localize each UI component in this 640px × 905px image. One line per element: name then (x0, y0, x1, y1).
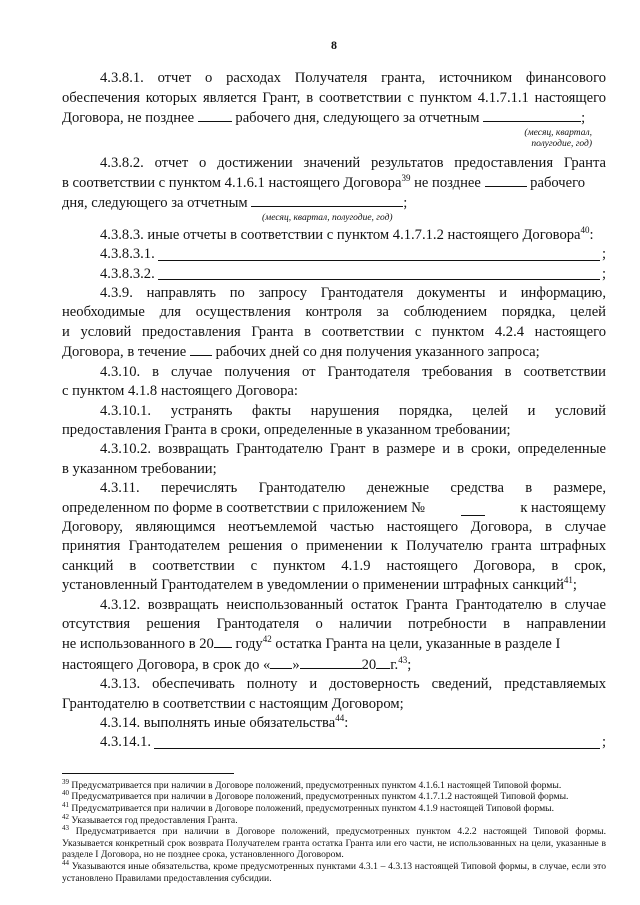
item-label: 4.3.8.3.2. (100, 265, 155, 282)
text-fragment: установленный Грантодателем в уведомлении о применении штрафных санкций (62, 577, 564, 594)
blank-report-line[interactable] (158, 260, 600, 261)
clause-line (62, 499, 606, 518)
footnote-number: 39 (62, 777, 69, 786)
blank-day[interactable] (270, 655, 292, 669)
clause-4-3-11 (62, 479, 606, 595)
blank-report-line[interactable] (158, 279, 600, 280)
hint-line: (месяц, квартал, (524, 127, 592, 138)
text-fragment: ; (407, 656, 412, 673)
clause-4-3-12 (62, 596, 606, 676)
clause-line: в указанном требовании; (62, 460, 217, 477)
footnote (62, 812, 606, 827)
clause-4-3-8-2 (62, 154, 606, 224)
text-fragment: не позднее (410, 175, 481, 192)
text-fragment: к настоящему (520, 499, 606, 516)
clause-line (62, 342, 606, 362)
footnote-text: Предусматривается при наличии в Договоре положений, предусмотренных пунктом 4.1.6.1 настоящей Типовой формы. (71, 779, 562, 791)
clause-line: 4.3.10. в случае получения от Грантодателя требования в соответствии (100, 363, 606, 380)
text-fragment: 20 (361, 656, 377, 673)
footnote-number: 43 (62, 824, 69, 832)
text-fragment: ; (403, 195, 408, 212)
field-hint (62, 128, 592, 150)
blank-year[interactable] (376, 655, 390, 669)
hint-line: полугодие, год) (531, 138, 592, 149)
clause-line (62, 173, 606, 193)
blank-working-days[interactable] (198, 108, 232, 122)
footnotes (62, 777, 606, 884)
text-fragment: ; (581, 110, 586, 127)
clause-line: и условий предоставления Гранта в соответствии с пунктом 4.2.4 настоящего (62, 323, 606, 340)
footnote-ref[interactable]: 41 (563, 575, 573, 586)
clause-line: 4.3.8.1. отчет о расходах Получателя гранта, источником финансового (100, 70, 606, 87)
clause-4-3-14 (62, 714, 606, 733)
clause-line (62, 634, 606, 654)
item-label: 4.3.8.3.1. (100, 246, 155, 263)
clause-line: отсутствия решения Грантодателя о наличии потребности в направлении (62, 615, 606, 632)
clause-4-3-8-3-2 (62, 265, 606, 284)
footnote (62, 826, 606, 861)
clause-4-3-10 (62, 363, 606, 402)
field-hint: (месяц, квартал, полугодие, год) (262, 212, 393, 223)
footnote-text: Предусматривается при наличии в Договоре положений, предусмотренных пунктом 4.1.9 настоящей Типовой формы. (71, 803, 555, 814)
clause-line: санкций в соответствии с пунктом 4.1.9 настоящего Договора, в срок, (62, 557, 606, 574)
blank-month[interactable] (300, 655, 362, 669)
footnote-text: Предусматривается при наличии в Договоре положений, предусмотренных пунктом 4.2.2 настоящей Типовой формы. Указывается конкретный срок возврата Получателем гранта остатка Гранта или его части, не использованных на цели, указанные в разделе I Договора, но не позднее срока, установленного Договором. (62, 826, 606, 861)
footnote-text: Указываются иные обязательства, кроме предусмотренных пунктами 4.3.1 – 4.3.13 настоящей Типовой формы, в случае, если это установлено Правилами предоставления субсидии. (62, 860, 606, 884)
footnote-separator (62, 773, 234, 774)
footnote-number: 44 (62, 858, 69, 867)
clause-4-3-10-2 (62, 440, 606, 479)
clause-line: 4.3.13. обеспечивать полноту и достоверность сведений, представляемых (100, 676, 606, 693)
clause-line: с пунктом 4.1.8 настоящего Договора: (62, 383, 298, 400)
item-label: 4.3.14.1. (100, 734, 152, 751)
blank-reporting-period[interactable] (483, 108, 581, 122)
text-fragment: дня, следующего за отчетным (62, 195, 248, 212)
clause-line (62, 576, 606, 595)
footnote-text: Предусматривается при наличии в Договоре положений, предусмотренных пунктом 4.1.7.1.2 настоящей Типовой формы. (71, 791, 569, 803)
text-fragment: ; (601, 246, 606, 263)
clause-4-3-9 (62, 284, 606, 363)
clause-line: обеспечения которых является Грант, в соответствии с пунктом 4.1.7.1.1 настоящего (62, 89, 606, 106)
clause-line: Грантодателю в соответствии с настоящим Договором; (62, 695, 404, 712)
blank-obligation-line[interactable] (154, 748, 600, 749)
clause-line: предоставления Гранта в сроки, определенные в указанном требовании; (62, 421, 511, 438)
clause-line (62, 193, 606, 213)
clause-line: 4.3.10.1. устранять факты нарушения порядка, целей и условий (100, 402, 606, 419)
footnote-text: Указывается год предоставления Гранта. (71, 814, 238, 826)
text-fragment: в соответствии с пунктом 4.1.6.1 настоящего Договора (62, 175, 402, 192)
text-fragment: Договора, не позднее (62, 110, 195, 127)
clause-4-3-13 (62, 675, 606, 714)
clause-line: Договору, являющимся неотъемлемой частью настоящего Договора, в случае (62, 518, 606, 535)
text-fragment: рабочих дней со дня получения указанного запроса; (215, 344, 540, 361)
footnote (62, 791, 606, 803)
text-fragment: г. (390, 656, 399, 673)
footnote (62, 858, 606, 884)
clause-line: 4.3.8.2. отчет о достижении значений результатов предоставления Гранта (100, 154, 606, 171)
clause-line: 4.3.12. возвращать неиспользованный остаток Гранта Грантодателю в случае (100, 596, 606, 613)
text-fragment: рабочего дня, следующего за отчетным (235, 110, 480, 127)
clause-4-3-8-1 (62, 69, 606, 149)
clause-4-3-8-3-1 (62, 245, 606, 264)
clause-line: 4.3.9. направлять по запросу Грантодателя документы и информацию, (100, 285, 606, 302)
clause-line: принятия Грантодателем решения о применении к Получателю гранта штрафных (62, 538, 606, 555)
blank-working-days[interactable] (485, 173, 527, 187)
page-number: 8 (331, 38, 337, 52)
text-fragment: рабочего (530, 175, 586, 192)
footnote-number: 40 (62, 789, 69, 798)
text-fragment: : (589, 226, 594, 243)
clause-line (62, 655, 606, 675)
text-fragment: 4.3.14. выполнять иные обязательства (100, 715, 336, 731)
text-fragment: 4.3.8.3. иные отчеты в соответствии с пунктом 4.1.7.1.2 настоящего Договора (100, 226, 581, 243)
footnote-number: 41 (62, 800, 69, 809)
text-fragment: : (344, 715, 349, 731)
blank-year[interactable] (214, 634, 232, 648)
text-fragment: настоящего Договора, в срок до « (62, 656, 271, 673)
clause-4-3-10-1 (62, 402, 606, 441)
text-fragment: ; (601, 265, 606, 282)
text-fragment: ; (572, 577, 577, 594)
clause-line: необходимые для осуществления контроля за соблюдением порядка, целей (62, 304, 606, 321)
footnote-ref[interactable]: 39 (401, 173, 411, 184)
text-fragment: ; (601, 734, 606, 751)
text-fragment: определенном по форме в соответствии с приложением № (62, 499, 425, 516)
blank-working-days[interactable] (190, 342, 212, 356)
clause-4-3-8-3 (62, 226, 606, 245)
text-fragment: остатка Гранта на цели, указанные в разделе I (271, 636, 561, 653)
footnote-ref[interactable]: 40 (580, 224, 590, 235)
clause-line (62, 108, 606, 128)
footnote-number: 42 (62, 812, 69, 821)
footnote-ref[interactable]: 43 (398, 654, 408, 665)
text-fragment: не использованного в 20 (62, 636, 214, 653)
footnote-ref[interactable]: 44 (335, 713, 345, 724)
footnote-ref[interactable]: 42 (262, 634, 272, 645)
clause-4-3-14-1 (62, 733, 606, 752)
blank-annex-number[interactable] (461, 502, 485, 516)
blank-reporting-period[interactable] (251, 193, 403, 207)
text-fragment: » (292, 656, 300, 673)
clause-line: 4.3.11. перечислять Грантодателю денежные средства в размере, (100, 480, 606, 497)
clause-line: 4.3.10.2. возвращать Грантодателю Грант в размере и в сроки, определенные (100, 441, 606, 458)
footnote (62, 777, 606, 792)
footnote (62, 800, 606, 815)
text-fragment: Договора, в течение (62, 344, 187, 361)
text-fragment: году (231, 636, 263, 653)
